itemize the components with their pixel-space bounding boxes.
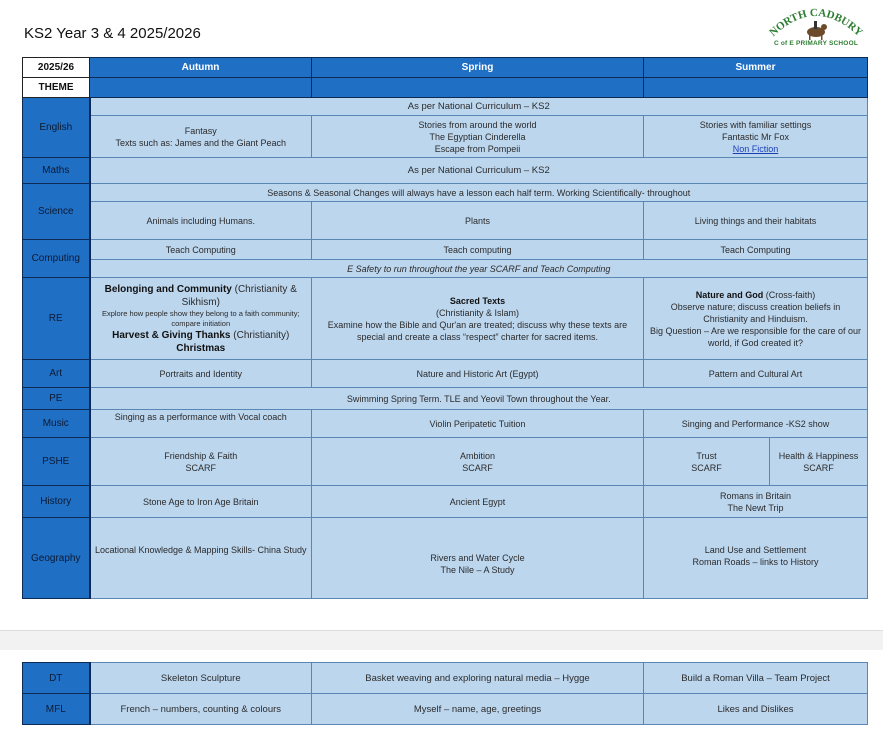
curriculum-table-2 [22,662,868,725]
mfl-summer: Likes and Dislikes [644,694,868,725]
history-row [23,486,868,518]
curriculum-table [22,57,868,599]
subject-geography: Geography [23,518,90,599]
subject-computing: Computing [23,240,90,278]
subject-maths: Maths [23,158,90,184]
page-divider [0,630,883,650]
computing-row [23,240,868,260]
science-banner-row [23,184,868,202]
re-autumn: Belonging and Community (Christianity & Sikhism) Explore how people show they belong to a faith community; compare initiation Harvest & Giving Thanks (Christianity) Christmas [90,278,312,360]
geography-autumn: Locational Knowledge & Mapping Skills- China Study [90,518,312,599]
dt-spring: Basket weaving and exploring natural media – Hygge [312,663,644,694]
term-spring: Spring [312,58,644,78]
computing-autumn: Teach Computing [90,240,312,260]
document-title: KS2 Year 3 & 4 2025/2026 [24,25,201,42]
pshe-summer-health: Health & Happiness SCARF [770,438,868,486]
logo-arc-text [766,2,866,42]
term-summer: Summer [644,58,868,78]
art-summer: Pattern and Cultural Art [644,360,868,388]
subject-english: English [23,98,90,158]
non-fiction-link[interactable]: Non Fiction [732,143,779,154]
english-summer: Stories with familiar settings Fantastic Mr Fox Non Fiction [644,116,868,158]
pshe-summer-trust: Trust SCARF [644,438,770,486]
science-summer: Living things and their habitats [644,202,868,240]
music-row [23,410,868,438]
history-autumn: Stone Age to Iron Age Britain [90,486,312,518]
pshe-spring: Ambition SCARF [312,438,644,486]
dt-summer: Build a Roman Villa – Team Project [644,663,868,694]
music-summer: Singing and Performance -KS2 show [644,410,868,438]
pshe-autumn: Friendship & Faith SCARF [90,438,312,486]
history-summer: Romans in Britain The Newt Trip [644,486,868,518]
horse-rider-icon [807,21,827,40]
theme-autumn [90,78,312,98]
subject-art: Art [23,360,90,388]
geography-row [23,518,868,599]
computing-summer: Teach Computing [644,240,868,260]
maths-text: As per National Curriculum – KS2 [90,158,868,184]
maths-row [23,158,868,184]
art-autumn: Portraits and Identity [90,360,312,388]
science-row [23,202,868,240]
dt-autumn: Skeleton Sculpture [90,663,312,694]
subject-mfl: MFL [23,694,90,725]
english-autumn: Fantasy Texts such as: James and the Giant Peach [90,116,312,158]
pshe-row [23,438,868,486]
mfl-autumn: French – numbers, counting & colours [90,694,312,725]
geography-summer: Land Use and Settlement Roman Roads – links to History [644,518,868,599]
year-cell: 2025/26 [23,58,90,78]
science-banner: Seasons & Seasonal Changes will always have a lesson each half term. Working Scientifically- throughout [90,184,868,202]
subject-re: RE [23,278,90,360]
computing-note-row [23,260,868,278]
music-spring: Violin Peripatetic Tuition [312,410,644,438]
subject-history: History [23,486,90,518]
computing-spring: Teach computing [312,240,644,260]
science-spring: Plants [312,202,644,240]
geography-spring: Rivers and Water Cycle The Nile – A Study [312,518,644,599]
subject-music: Music [23,410,90,438]
subject-pe: PE [23,388,90,410]
mfl-row [23,694,868,725]
theme-summer [644,78,868,98]
english-banner: As per National Curriculum – KS2 [90,98,868,116]
mfl-spring: Myself – name, age, greetings [312,694,644,725]
english-row [23,116,868,158]
subject-dt: DT [23,663,90,694]
art-row [23,360,868,388]
subject-pshe: PSHE [23,438,90,486]
theme-label: THEME [23,78,90,98]
term-autumn: Autumn [90,58,312,78]
english-spring: Stories from around the world The Egyptian Cinderella Escape from Pompeii [312,116,644,158]
dt-row [23,663,868,694]
history-spring: Ancient Egypt [312,486,644,518]
pe-row [23,388,868,410]
pe-text: Swimming Spring Term. TLE and Yeovil Town throughout the Year. [90,388,868,410]
theme-row [23,78,868,98]
re-summer: Nature and God (Cross-faith) Observe nature; discuss creation beliefs in Christianity and Hinduism. Big Question – Are we responsible for the care of our world, if God created it? [644,278,868,360]
computing-note: E Safety to run throughout the year SCARF and Teach Computing [90,260,868,278]
english-banner-row [23,98,868,116]
science-autumn: Animals including Humans. [90,202,312,240]
art-spring: Nature and Historic Art (Egypt) [312,360,644,388]
header-row [23,58,868,78]
subject-science: Science [23,184,90,240]
re-row [23,278,868,360]
music-autumn: Singing as a performance with Vocal coach [90,410,312,438]
theme-spring [312,78,644,98]
school-logo [766,2,866,52]
svg-text:NORTH CADBURY: NORTH CADBURY [767,6,865,39]
logo-subtitle: C of E PRIMARY SCHOOL [773,40,858,47]
re-spring: Sacred Texts (Christianity & Islam) Examine how the Bible and Qur'an are treated; discuss why these texts are special and create a class “respect” charter for sacred items. [312,278,644,360]
